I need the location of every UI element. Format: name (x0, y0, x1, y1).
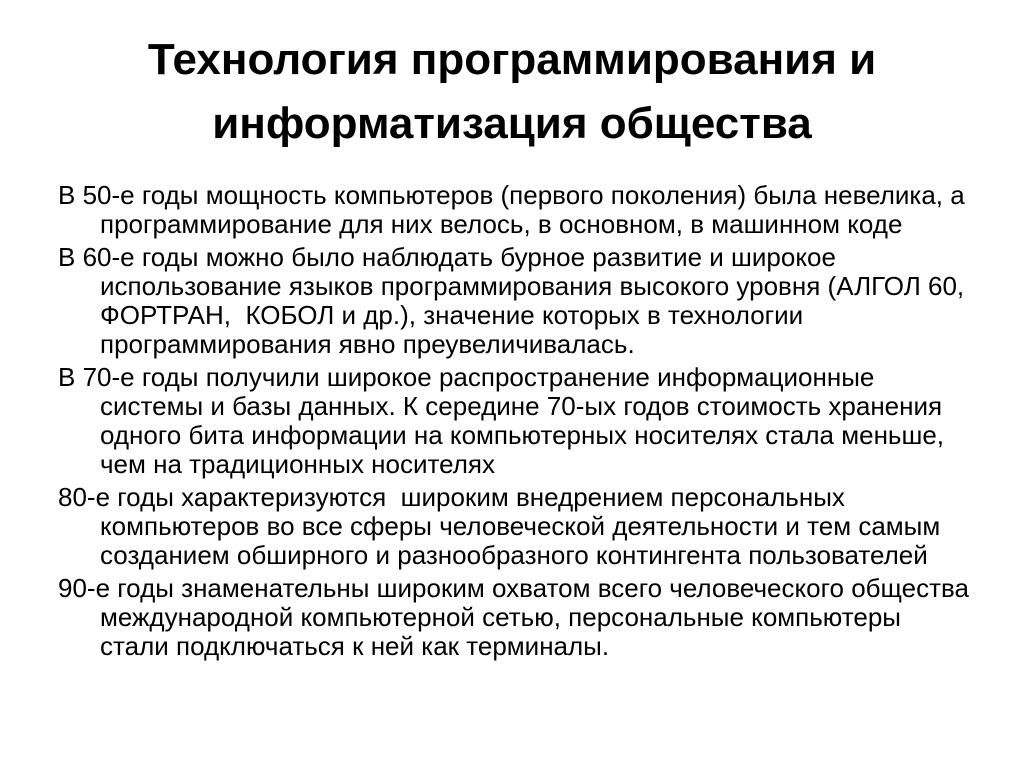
paragraph-70s (58, 363, 1004, 479)
paragraph-50s (58, 181, 1004, 239)
body-text-line: одного бита информации на компьютерных носителях стала меньше, (100, 420, 945, 450)
body-text-line: международной компьютерной сетью, персональные компьютеры (100, 602, 901, 632)
paragraph-90s (58, 574, 1004, 661)
paragraph-80s (58, 483, 1004, 570)
slide-title-line: Технология программирования и (147, 35, 877, 84)
slide-title (0, 28, 1024, 156)
body-text-line: использование языков программирования высокого уровня (АЛГОЛ 60, (100, 271, 965, 301)
body-text-line: 80-е годы характеризуются широким внедрением персональных (58, 482, 845, 512)
body-text-line: чем на традиционных носителях (100, 449, 495, 479)
slide-body-text (0, 181, 1024, 661)
body-text-line: В 50-е годы мощность компьютеров (первого поколения) была невелика, а (58, 180, 965, 210)
body-text-line: программирование для них велось, в основном, в машинном коде (100, 209, 903, 239)
body-text-line: В 60-е годы можно было наблюдать бурное развитие и широкое (58, 242, 836, 272)
paragraph-60s (58, 243, 1004, 359)
slide-title-line: информатизация общества (212, 99, 812, 148)
body-text-line: программирования явно преувеличивалась. (100, 329, 635, 359)
body-text-line: системы и базы данных. К середине 70-ых годов стоимость хранения (100, 391, 943, 421)
body-text-line: компьютеров во все сферы человеческой деятельности и тем самым (100, 511, 941, 541)
body-text-line: 90-е годы знаменательны широким охватом всего человеческого общества (58, 573, 970, 603)
body-text-line: В 70-е годы получили широкое распространение информационные (58, 362, 875, 392)
body-text-line: ФОРТРАН, КОБОЛ и др.), значение которых в технологии (100, 300, 804, 330)
body-text-line: созданием обширного и разнообразного контингента пользователей (100, 540, 928, 570)
body-text-line: стали подключаться к ней как терминалы. (100, 631, 610, 661)
